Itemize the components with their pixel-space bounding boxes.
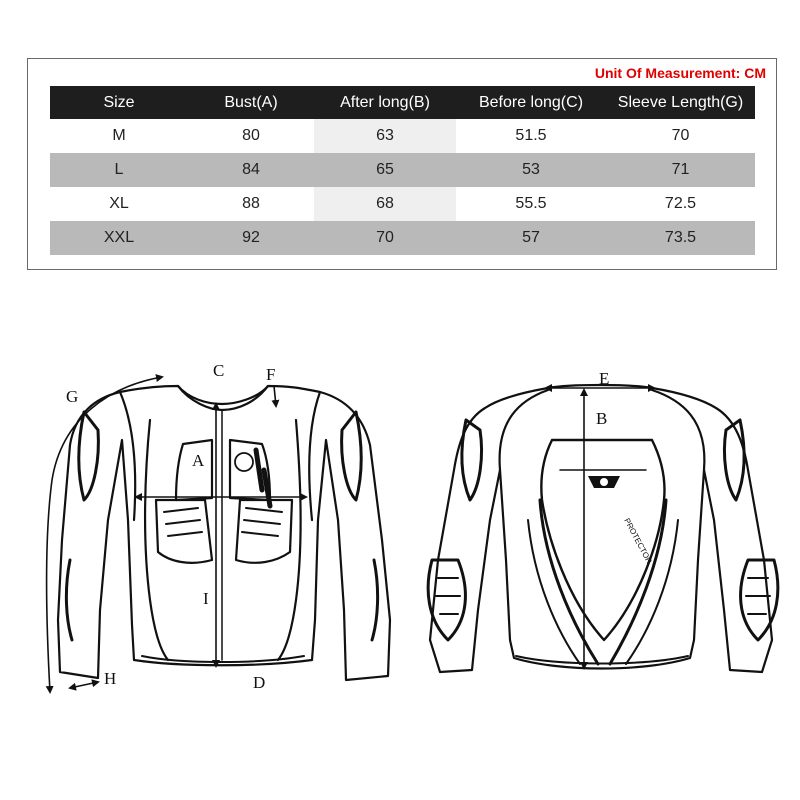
size-cell: XXL <box>50 221 188 255</box>
sleeve-cell: 73.5 <box>606 221 755 255</box>
after-long-cell: 70 <box>314 221 456 255</box>
back-measurement-lines <box>546 388 654 668</box>
sleeve-cell: 70 <box>671 127 690 144</box>
size-cell: L <box>50 153 188 187</box>
bust-cell: 92 <box>188 221 314 255</box>
size-cell: XL <box>109 195 129 212</box>
sleeve-cell: 72.5 <box>664 195 697 212</box>
column-header-after-long: After long(B) <box>314 86 456 119</box>
column-header-size: Size <box>50 86 188 119</box>
back-emblem <box>588 476 620 488</box>
shoulder-measure-line <box>274 386 276 406</box>
after-long-cell: 63 <box>314 119 456 153</box>
unit-of-measurement-note: Unit Of Measurement: CM <box>594 65 766 81</box>
label-c: C <box>213 361 225 380</box>
label-g: G <box>66 387 79 406</box>
back-jacket-illustration <box>428 385 778 672</box>
label-d: D <box>253 673 266 692</box>
label-a: A <box>192 451 205 470</box>
label-e: E <box>599 369 610 388</box>
label-b: B <box>596 409 608 428</box>
before-long-cell: 51.5 <box>515 127 547 144</box>
before-long-cell: 57 <box>456 221 606 255</box>
bust-cell: 88 <box>242 195 260 212</box>
before-long-cell: 53 <box>456 153 606 187</box>
column-header-bust: Bust(A) <box>188 86 314 119</box>
sleeve-cell: 71 <box>606 153 755 187</box>
column-header-sleeve-length: Sleeve Length(G) <box>606 86 755 119</box>
cuff-measure-line <box>70 682 98 688</box>
after-long-cell: 68 <box>314 187 456 221</box>
front-jacket-illustration <box>58 386 390 680</box>
size-cell: M <box>112 127 126 144</box>
bust-cell: 80 <box>242 127 260 144</box>
label-h: H <box>104 669 117 688</box>
bust-cell: 84 <box>188 153 314 187</box>
before-long-cell: 55.5 <box>515 195 547 212</box>
after-long-cell: 65 <box>314 153 456 187</box>
label-f: F <box>266 365 276 384</box>
protector-text: PROTECTOR <box>622 516 654 566</box>
column-header-before-long: Before long(C) <box>456 86 606 119</box>
label-i: I <box>203 589 209 608</box>
